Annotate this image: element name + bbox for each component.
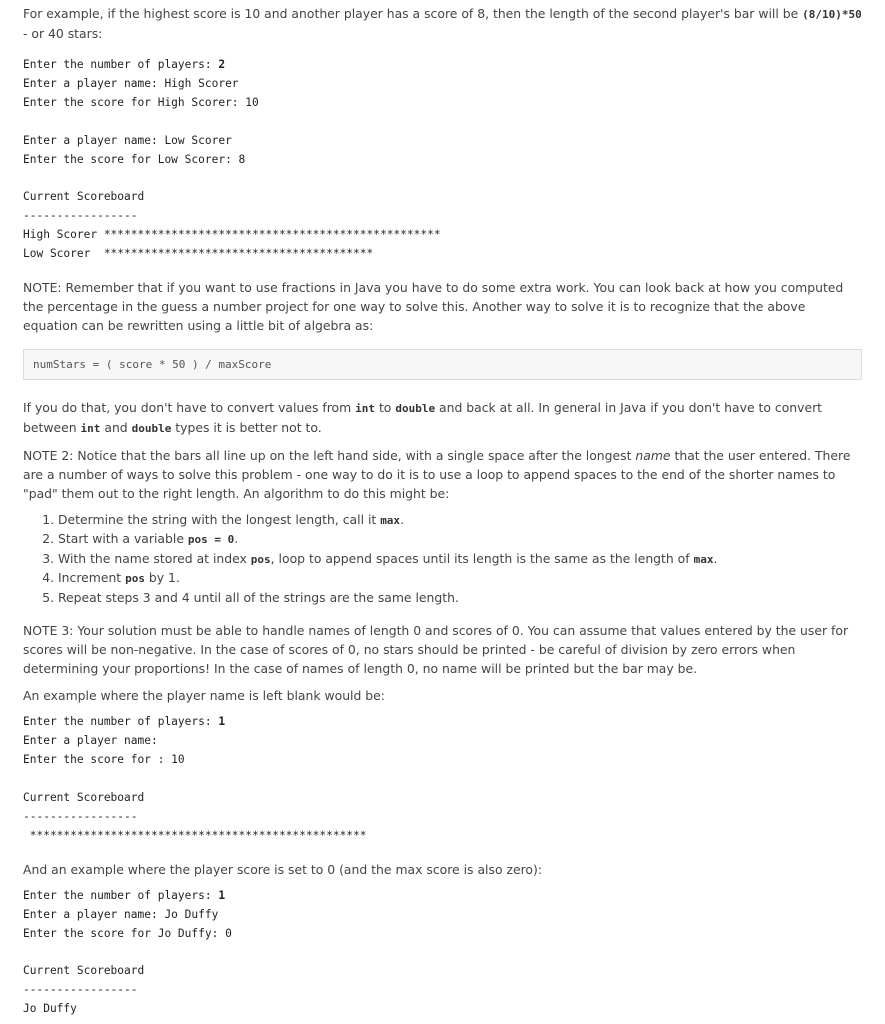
step-text: Repeat steps 3 and 4 until all of the strings are the same length. bbox=[58, 589, 459, 605]
console-input-value: 2 bbox=[218, 58, 226, 71]
example-blank-paragraph: An example where the player name is left blank would be: bbox=[23, 688, 385, 704]
list-item bbox=[58, 511, 862, 531]
step-text: Increment bbox=[58, 570, 126, 586]
inline-code: max bbox=[693, 552, 714, 566]
list-item bbox=[58, 530, 862, 550]
note1-paragraph bbox=[23, 278, 862, 335]
inline-code: pos bbox=[125, 572, 145, 586]
note2-label: NOTE 2: bbox=[23, 447, 74, 463]
step-text: . bbox=[400, 511, 405, 527]
console-line: Enter the number of players: bbox=[23, 888, 219, 902]
paragraph-text: If you do that, you don't have to convert values from bbox=[23, 399, 356, 415]
console-line: Enter the number of players: bbox=[23, 715, 219, 729]
note1-text: Remember that if you want to use fractions in Java you have to do some extra work. You can look back at how you computed the percentage in the guess a number project for one way to solve this. Another way to solve it is to recognize that the above equation can be rewritten using a little bit of algebra as: bbox=[23, 279, 844, 333]
scoreboard-row: Low Scorer **************************************** bbox=[23, 247, 374, 261]
scoreboard-title: Current Scoreboard bbox=[23, 791, 145, 805]
console-line: Enter a player name: Jo Duffy bbox=[23, 907, 219, 921]
emphasis-text: name bbox=[635, 447, 671, 463]
inline-code: pos bbox=[250, 552, 271, 566]
scoreboard-row: ************************************************** bbox=[23, 828, 367, 842]
console-line: Enter a player name: High Scorer bbox=[23, 76, 239, 90]
list-item bbox=[58, 589, 862, 608]
console-input-value: 1 bbox=[218, 888, 226, 902]
console-example-1 bbox=[23, 56, 862, 264]
list-item bbox=[58, 569, 862, 589]
inline-code: pos = 0 bbox=[187, 533, 235, 547]
console-line: Enter the number of players: bbox=[23, 58, 219, 71]
inline-code: int bbox=[80, 421, 101, 435]
inline-code: int bbox=[355, 401, 375, 415]
scoreboard-row: High Scorer ************************************************** bbox=[23, 228, 441, 242]
note3-paragraph bbox=[23, 621, 862, 678]
step-text: . bbox=[713, 550, 718, 566]
example-zero-paragraph: And an example where the player score is set to 0 (and the max score is also zero): bbox=[23, 861, 542, 877]
algorithm-steps-list bbox=[23, 511, 862, 608]
console-line: Enter a player name: bbox=[23, 734, 158, 748]
note2-paragraph bbox=[23, 446, 862, 503]
code-block: numStars = ( score * 50 ) / maxScore bbox=[23, 349, 862, 380]
paragraph-text: Your solution must be able to handle names of length 0 and scores of 0. You can assume that values entered by the user for scores will be non-negative. In the case of scores of 0, no stars should be printed - be careful of division by zero errors when determining your proportions! In the case of names of length 0, no name will be printed but the bar may be. bbox=[23, 623, 849, 677]
console-line: Enter the score for Low Scorer: 8 bbox=[23, 152, 246, 166]
paragraph-text: Notice that the bars all line up on the left hand side, with a single space after the longest bbox=[73, 447, 636, 463]
inline-code: double bbox=[131, 421, 172, 435]
paragraph-text: and back at all. In general in Java if you don't have to convert between bbox=[23, 399, 823, 435]
scoreboard-title: Current Scoreboard bbox=[23, 190, 145, 204]
step-text: With the name stored at index bbox=[58, 550, 251, 566]
console-line: Enter a player name: Low Scorer bbox=[23, 133, 232, 147]
note3-label: NOTE 3: bbox=[23, 623, 74, 639]
intro-paragraph bbox=[23, 4, 862, 43]
inline-code: double bbox=[395, 401, 436, 415]
intro-text: For example, if the highest score is 10 and another player has a score of 8, then the length of the second player's bar will be bbox=[23, 6, 803, 21]
note1-label: NOTE: bbox=[23, 279, 62, 295]
paragraph-text: that the user entered. There are a number of ways to solve this problem - one way to do it is to use a loop to append spaces to the end of the shorter names to "pad" them out to the right length. An algorithm to do this might be: bbox=[23, 447, 851, 501]
console-input-value: 1 bbox=[218, 715, 226, 729]
console-line: Enter the score for : 10 bbox=[23, 753, 185, 767]
step-text: . bbox=[234, 531, 239, 547]
paragraph-text: types it is better not to. bbox=[171, 419, 322, 435]
scoreboard-row: Jo Duffy bbox=[23, 1002, 77, 1016]
console-line: Enter the score for Jo Duffy: 0 bbox=[23, 926, 232, 940]
console-line: Enter the score for High Scorer: 10 bbox=[23, 95, 259, 109]
paragraph-text: to bbox=[375, 399, 396, 415]
scoreboard-title: Current Scoreboard bbox=[23, 964, 145, 978]
scoreboard-divider: ----------------- bbox=[23, 983, 138, 997]
step-text: Determine the string with the longest length, call it bbox=[58, 511, 381, 527]
step-text: Start with a variable bbox=[58, 531, 188, 547]
step-text: , loop to append spaces until its length is the same as the length of bbox=[270, 550, 694, 566]
inline-code: max bbox=[380, 513, 401, 527]
list-item bbox=[58, 550, 862, 570]
intro-text-end: - or 40 stars: bbox=[23, 26, 103, 41]
console-example-2 bbox=[23, 713, 862, 845]
scoreboard-divider: ----------------- bbox=[23, 209, 138, 223]
step-text: by 1. bbox=[144, 570, 180, 586]
console-example-3 bbox=[23, 887, 862, 1019]
paragraph-text: and bbox=[100, 419, 132, 435]
scoreboard-divider: ----------------- bbox=[23, 810, 138, 823]
intro-formula: (8/10)*50 bbox=[802, 8, 862, 21]
convert-paragraph bbox=[23, 398, 862, 438]
